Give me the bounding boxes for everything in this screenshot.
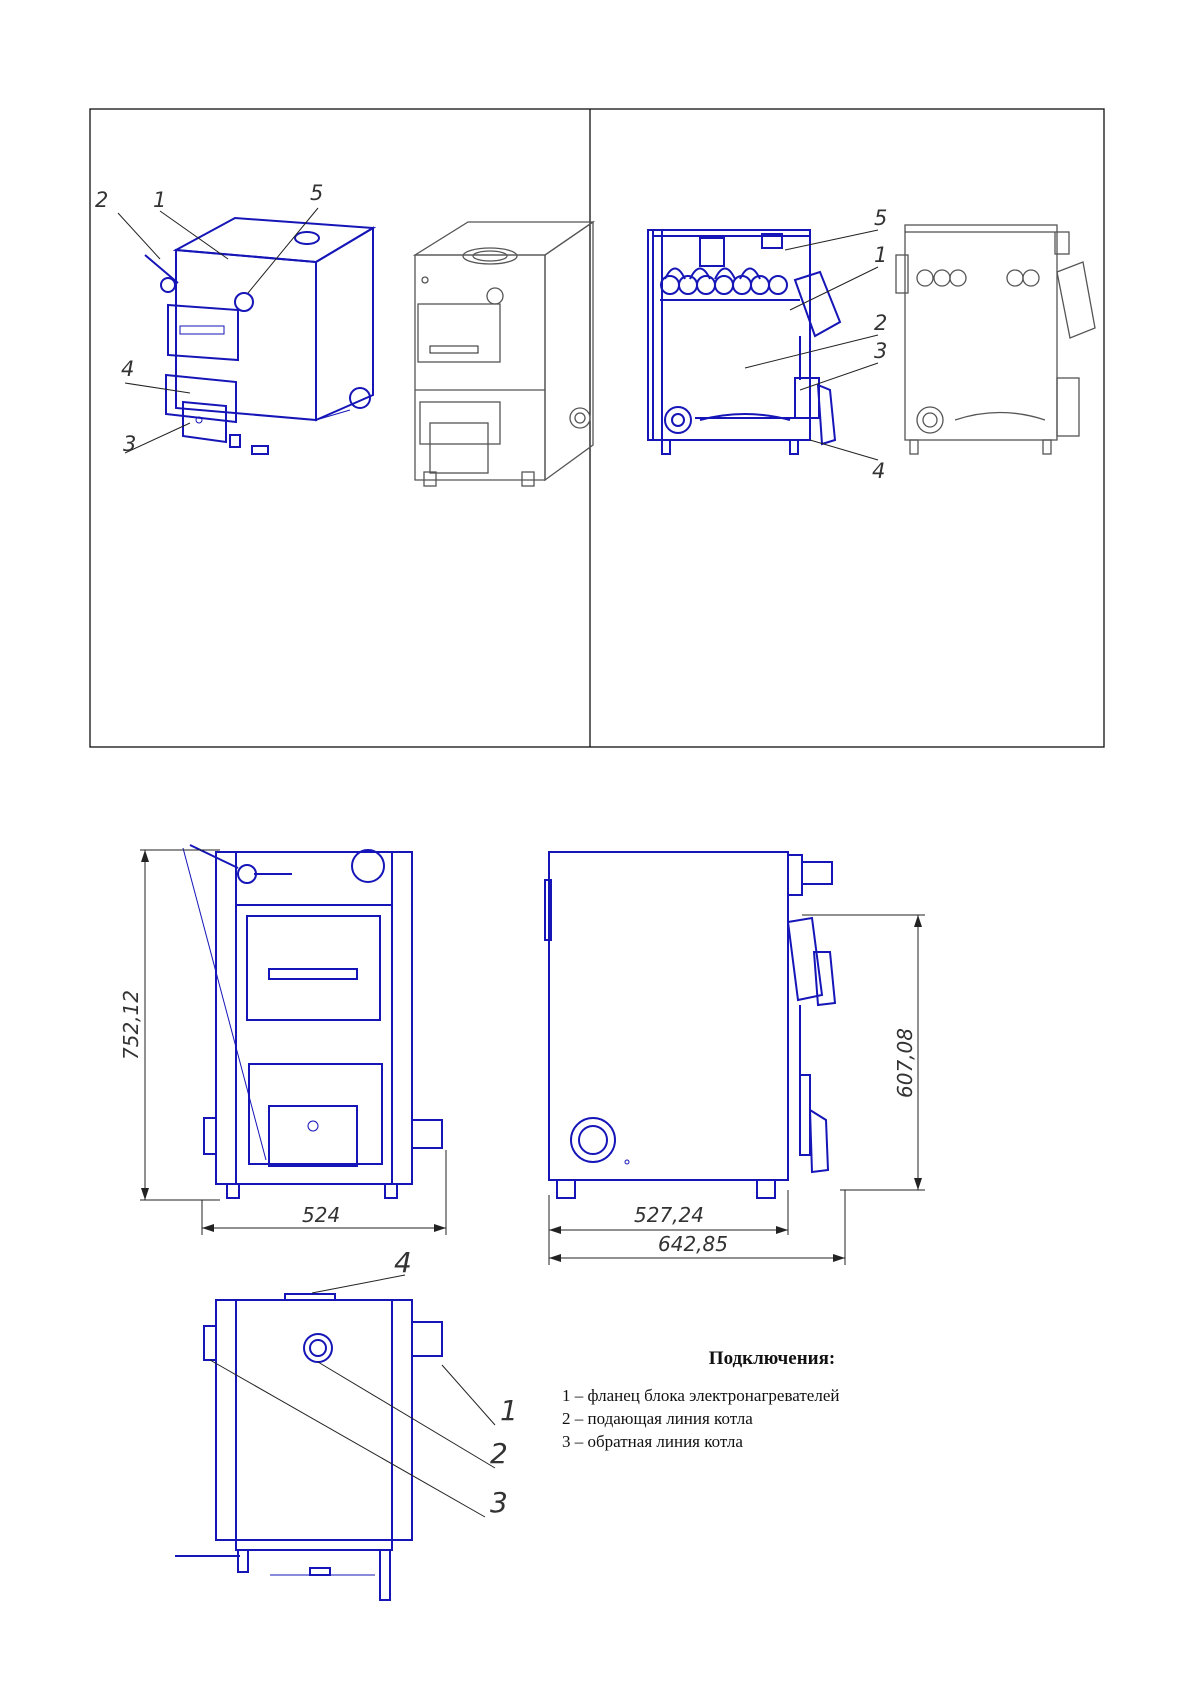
legend-item-1: 1 – фланец блока электронагревателей: [562, 1386, 840, 1405]
callout-leaders-panel2: [745, 230, 878, 460]
callout-4: 4: [872, 459, 886, 483]
top-view-callout-4: 4: [394, 1246, 412, 1279]
front-view-dimensions: [140, 850, 446, 1235]
legend-item-3: 3 – обратная линия котла: [562, 1432, 743, 1451]
front-view: [183, 845, 442, 1198]
side-view-dimensions: [549, 915, 925, 1265]
callout-3: 3: [123, 432, 137, 456]
callout-1: 1: [874, 243, 888, 267]
isometric-boiler-gray: [415, 222, 593, 486]
isometric-boiler-blue: [145, 218, 373, 454]
connections-legend: [562, 1348, 982, 1453]
top-view-callout-leaders: [210, 1275, 495, 1517]
callout-leaders-panel1: [118, 208, 318, 453]
top-frame: [90, 109, 1104, 747]
section-view-blue: [648, 230, 840, 454]
section-view-gray: [896, 225, 1095, 454]
top-view-callout-3: 3: [490, 1486, 508, 1519]
side-depth-outer-dimension-label: 642,85: [658, 1232, 728, 1256]
side-depth-inner-dimension-label: 527,24: [634, 1203, 704, 1227]
callout-2: 2: [95, 188, 109, 212]
legend-title: Подключения:: [708, 1348, 836, 1369]
top-view-callout-1: 1: [500, 1394, 518, 1427]
callout-5: 5: [874, 206, 888, 230]
side-height-dimension-label: 607,08: [893, 1028, 917, 1098]
callout-1: 1: [153, 188, 167, 212]
callout-4: 4: [121, 357, 135, 381]
front-width-dimension-label: 524: [302, 1203, 341, 1227]
callout-3: 3: [874, 339, 888, 363]
top-view-callout-2: 2: [490, 1437, 508, 1470]
side-view: [545, 852, 835, 1198]
top-view: [175, 1294, 442, 1600]
front-height-dimension-label: 752,12: [119, 990, 143, 1060]
legend-item-2: 2 – подающая линия котла: [562, 1409, 753, 1428]
callout-5: 5: [310, 181, 324, 205]
callout-2: 2: [874, 311, 888, 335]
